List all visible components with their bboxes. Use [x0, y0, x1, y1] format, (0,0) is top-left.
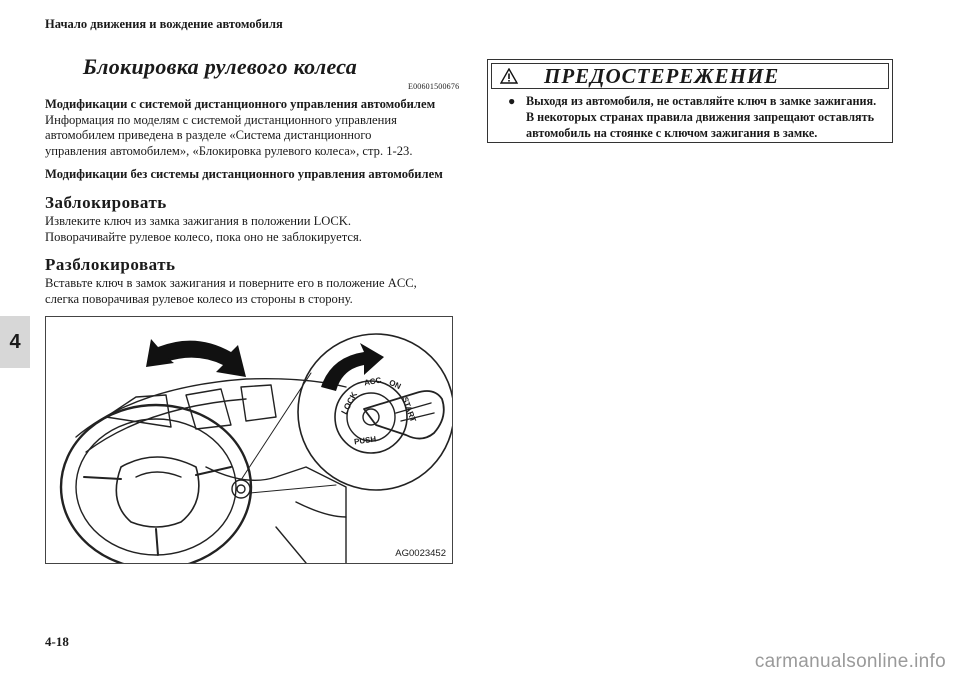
- lock-instructions: [45, 214, 455, 245]
- bullet-icon: ●: [508, 94, 516, 108]
- non-remote-models-block: [45, 167, 455, 183]
- remote-models-block: [45, 97, 455, 159]
- remote-models-line: автомобилем приведена в разделе «Система дистанционного: [45, 128, 372, 142]
- switch-label-lock: LOCK: [338, 390, 360, 416]
- lock-line: Извлеките ключ из замка зажигания в положении LOCK.: [45, 214, 352, 228]
- steering-lock-illustration: [45, 316, 453, 564]
- non-remote-models-heading: Модификации без системы дистанционного управления автомобилем: [45, 167, 443, 181]
- switch-label-push: PUSH: [353, 434, 377, 447]
- section-title: Блокировка рулевого колеса: [82, 54, 358, 79]
- lock-line: Поворачивайте рулевое колесо, пока оно не заблокируется.: [45, 229, 362, 244]
- running-header: Начало движения и вождение автомобиля: [45, 17, 283, 31]
- chapter-tab: 4: [0, 316, 30, 368]
- warning-header: [491, 63, 889, 89]
- remote-models-heading: Модификации с системой дистанционного управления автомобилем: [45, 97, 436, 111]
- unlock-heading: Разблокировать: [45, 255, 176, 274]
- warning-line: Выходя из автомобиля, не оставляйте ключ в замке зажигания.: [526, 94, 877, 108]
- remote-models-line: управления автомобилем», «Блокировка рулевого колеса», стр. 1-23.: [45, 143, 413, 158]
- warning-triangle-icon: [492, 64, 526, 88]
- switch-label-on: ON: [387, 377, 403, 392]
- switch-label-start: START: [400, 395, 418, 424]
- unlock-line: Вставьте ключ в замок зажигания и поверните его в положение ACC,: [45, 276, 417, 290]
- section-code: E00601500676: [408, 82, 460, 91]
- switch-label-acc: ACC: [363, 375, 382, 388]
- warning-body: [508, 93, 882, 141]
- lock-heading: Заблокировать: [45, 193, 167, 212]
- figure-code: AG0023452: [395, 548, 446, 559]
- unlock-line: слегка поворачивая рулевое колесо из стороны в сторону.: [45, 291, 353, 306]
- warning-title: ПРЕДОСТЕРЕЖЕНИЕ: [544, 63, 780, 88]
- steering-wheel-drawing: [46, 317, 452, 563]
- watermark: carmanualsonline.info: [754, 651, 946, 672]
- warning-line: автомобиль на стоянке с ключом зажигания в замке.: [526, 126, 818, 140]
- remote-models-line: Информация по моделям с системой дистанционного управления: [45, 112, 397, 127]
- warning-box: [487, 59, 893, 143]
- warning-line: В некоторых странах правила движения запрещают оставлять: [526, 110, 875, 124]
- unlock-instructions: [45, 276, 455, 307]
- page-number: 4-18: [45, 634, 69, 649]
